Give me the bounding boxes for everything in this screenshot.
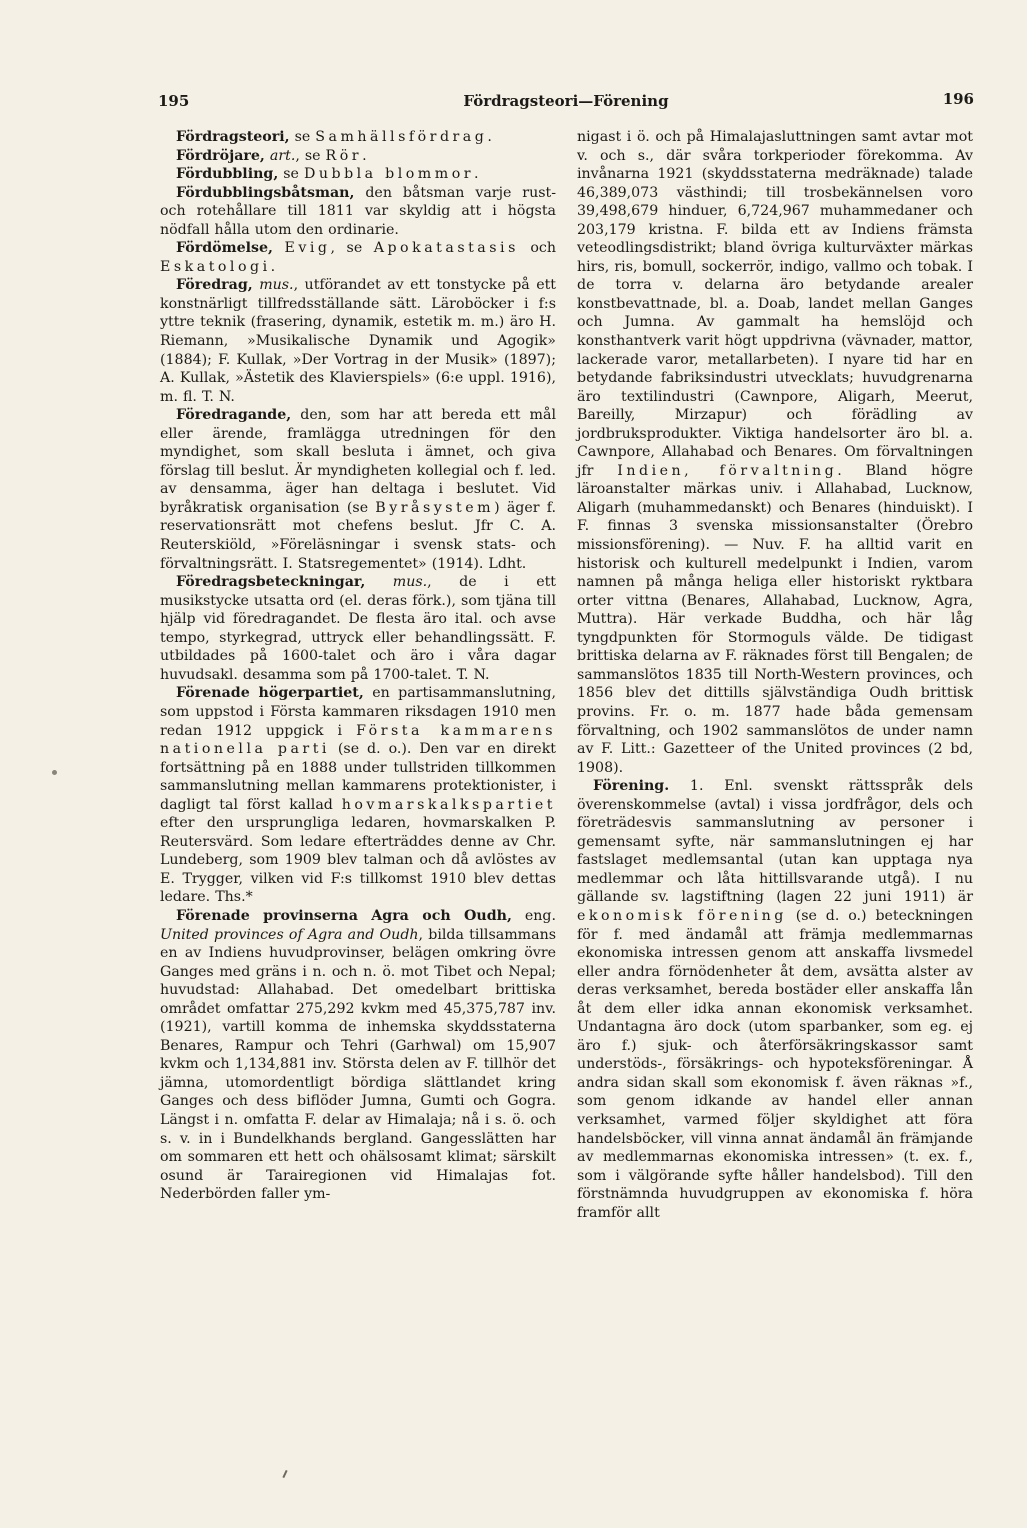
entry-fordomelse: [160, 239, 556, 276]
author-signature: T. N.: [456, 666, 490, 683]
entry-text: . Bland högre läroanstalter märkas univ. i Allahabad, Lucknow, Aligarh (muhammedanskt) och Benares (hinduiskt). I F. finnas 3 svenska missionsanstalter (Örebro missionsförening). — Nuv. F. ha alltid varit en historisk och kulturell medelpunkt i Indien, varom namnen på många heliga eller historiskt ryktbara orter vittna (Benares, Allahabad, Lucknow, Agra, Muttra). Här verkade Buddha, och här låg tyngdpunkten för Stormoguls välde. De tidigast brittiska delarna av F. räknades först till Bengalen; de sammanslötos 1835 till North-Western provinces, och 1856 blev det dittills självständiga Oudh brittisk provins. Fr. o. m. 1877 hade båda gemensam förvaltning, och 1902 sammanslötos de under namn av F. Litt.: Gazetteer of the United provinces (2 bd, 1908).: [577, 462, 973, 776]
entry-text: den, som har att bereda ett mål eller ärende, framlägga utredningen för den myndighet, som skall besluta i ämnet, och giva förslag till beslut. Är myndigheten kollegial och f. led. av densamma, äger han deltaga i beslutet. Vid byråkratisk organisation (se: [160, 407, 556, 516]
abbreviation: art.: [269, 147, 296, 164]
running-title: Fördragsteori—Förening: [463, 92, 669, 110]
left-column: [160, 128, 556, 1204]
spaced-term: hovmarskalkspartiet: [341, 796, 556, 813]
entry-fordubblingsbatsman: [160, 184, 556, 240]
entry-text: 1. Enl. svenskt rättsspråk dels överenskommelse (avtal) i vissa jordfrågor, dels och företrädesvis sammanslutning av personer i gemensamt syfte, när sammanslutningen ej har fastslaget medlemsantal (utan kan upptaga nya medlemmar och låta hittillsvarande utgå). I nu gällande sv. lagstiftning (lagen 22 juni 1911) är: [577, 778, 973, 906]
entry-foredragsbeteckningar: [160, 573, 556, 684]
page-number-right: 196: [942, 90, 974, 108]
entry-fordubbling: [160, 165, 556, 184]
entry-text: , se: [295, 147, 326, 164]
cross-reference: Dubbla blommor: [303, 166, 475, 183]
page-header: [158, 90, 974, 116]
cross-reference: Byråsystem: [375, 499, 495, 516]
entry-fordragsteori: [160, 128, 556, 147]
entry-fordrojare: [160, 147, 556, 166]
entry-text: (se d. o.) beteckningen för f. med ändamål att främja medlemmarnas ekonomiska intressen genom att anskaffa livsmedel eller andra förnödenheter åt dem, avsätta alster av deras verksamhet, bereda bostäder eller anskaffa lån åt dem eller idka annan ekonomisk verksamhet. Undantagna äro dock (utom sparbanker, som eg. ej äro f.) sjuk- och återförsäkringskassor samt understöds-, försäkrings- och hypoteksföreningar. Å andra sidan skall som ekonomisk f. även räknas »f., som genom idkande av handel eller annan verksamhet, varmed följer skyldighet att föra handelsböcker, vill vinna annat ändamål än främjande av medlemmarnas ekonomiska intressen» (t. ex. f., som i välgörande syfte håller handelsbod). Till den förstnämnda huvudgruppen av ekonomiska f. höra framför allt: [577, 907, 973, 1221]
entry-text: den båtsman varje rust- och rotehållare till 1811 var skyldig att i högsta nödfall hålla utom den ordinarie.: [160, 184, 556, 238]
headword: Fördubblingsbåtsman,: [176, 184, 355, 201]
entry-text: , bilda tillsammans en av Indiens huvudprovinser, belägen omkring övre Ganges med gräns i n. och n. ö. mot Tibet och Nepal; huvudstad: Allahabad. Det omedelbart brittiska området omfattar 275,292 kvkm med 45,375,787 inv. (1921), vartill komma de inhemska skyddsstaterna Benares, Rampur och Tehri (Garhwal) om 15,907 kvkm och 1,134,881 inv. Största delen av F. tillhör det jämna, utomordentligt bördiga slättlandet kring Ganges och dess biflöder Jumna, Gumti och Gogra. Längst i n. omfatta F. delar av Himalaja; nå i s. ö. och s. v. in i Bundelkhands bergland. Gangesslätten har om sommaren ett hett och ohälsosamt klimat; särskilt osund är Tarairegionen vid Himalajas fot. Nederbörden faller ym-: [160, 926, 556, 1203]
headword: Förening.: [593, 778, 670, 795]
entry-text: nigast i ö. och på Himalajasluttningen samt avtar mot v. och s., där svåra torkperioder förekomma. Av invånarna 1921 (skyddsstaterna medräknade) talade 46,389,073 västhindi; till trosbekännelsen voro 39,498,679 hinduer, 6,724,967 muhammedaner och 203,179 kristna. F. bilda ett av Indiens främsta veteodlingsdistrikt; bland övriga kulturväxter märkas hirs, ris, bomull, sockerrör, indigo, vallmo och tobak. I de torra v. delarna äro betydande arealer konstbevattnade, bl. a. Doab, landet mellan Ganges och Jumna. Av gammalt ha hemslöjd och konsthantverk varit högt uppdrivna (vävnader, mattor, lackerade varor, metallarbeten). I nyare tid har en betydande fabriksindustri utvecklats; huvudgrenarna äro textilindustri (Cawnpore, Aligarh, Meerut, Bareilly, Mirzapur) och förädling av jordbruksprodukter. Viktiga handelsorter äro bl. a. Cawnpore, Allahabad och Benares. Om förvaltningen jfr: [577, 129, 973, 479]
margin-dot: [52, 770, 57, 775]
headword: Förenade högerpartiet,: [176, 685, 364, 702]
cross-reference: Apokatastasis: [373, 240, 519, 257]
headword: Föredrag,: [176, 277, 253, 294]
headword: Fördröjare,: [176, 147, 265, 164]
abbreviation: mus.: [259, 277, 294, 294]
cross-reference: Evig: [284, 240, 331, 257]
right-column: [577, 128, 973, 1222]
entry-text: .: [474, 166, 479, 183]
entry-text: se: [278, 166, 304, 183]
entry-text: och: [518, 240, 556, 257]
entry-text: efter den ursprungliga ledaren, hovmarskalken P. Reutersvärd. Som ledare efterträddes denne av Chr. Lundeberg, som 1909 blev talman och då avlöstes av E. Trygger, vilken vid F:s tillkomst 1910 blev dettas ledare.: [160, 815, 556, 906]
author-signature: Ths.*: [215, 889, 253, 906]
entry-forening: [577, 777, 973, 1222]
page-number-left: 195: [158, 92, 190, 110]
entry-forenade-hogerpartiet: [160, 684, 556, 907]
entry-foredrag: [160, 276, 556, 406]
entry-text: , se: [330, 240, 374, 257]
entry-text: en partisammanslutning, som uppstod i Första kammaren riksdagen 1910 men redan 1912 uppgick i: [160, 685, 556, 739]
abbreviation: mus.: [392, 574, 428, 591]
headword: Föredragande,: [176, 407, 292, 424]
english-name: United provinces of Agra and Oudh: [160, 926, 419, 943]
author-signature: T. N.: [201, 388, 235, 405]
entry-forenade-provinserna: [160, 907, 556, 1204]
cross-reference: Samhällsfördrag: [315, 129, 488, 145]
cross-reference: ekonomisk förening: [577, 907, 787, 924]
headword: Fördubbling,: [176, 166, 279, 183]
cross-reference: Indien, förvaltning: [617, 462, 838, 479]
entry-text: .: [487, 129, 492, 145]
entry-text: ) äger f. reservationsrätt mot chefens beslut. Jfr C. A. Reuterskiöld, »Föreläsningar i svensk stats- och förvaltningsrätt. I. Statsregementet» (1914). Ldht.: [160, 499, 557, 572]
cross-reference: Eskatologi: [160, 258, 271, 275]
entry-forenade-provinserna-continued: [577, 128, 973, 777]
entry-text: eng.: [511, 907, 557, 924]
entry-text: .: [362, 147, 367, 164]
entry-text: , de i ett musikstycke utsatta ord (el. deras förk.), som tjäna till hjälp vid föredragandet. De flesta äro ital. och avse tempo, styrkegrad, uttryck eller behandlingssätt. F. utbildades på 1600-talet och äro i våra dagar huvudsakl. desamma som på 1700-talet.: [160, 574, 557, 683]
headword: Föredragsbeteckningar,: [176, 574, 366, 591]
entry-text: se: [289, 129, 316, 145]
entry-text: .: [270, 258, 276, 275]
headword: Fördragsteori,: [176, 129, 290, 145]
cross-reference: Rör: [325, 147, 363, 164]
entry-text: (se d. o.). Den var en direkt fortsättning på en 1888 under tullstriden tillkommen sammanslutning mellan kammarens protektionister, i dagligt tal först kallad: [160, 741, 557, 813]
entry-text: , utförandet av ett tonstycke på ett konstnärligt tillfredsställande sätt. Läroböcker i f:s yttre teknik (frasering, dynamik, estetik m. m.) äro H. Riemann, »Musikalische Dynamik und Agogik» (1884); F. Kullak, »Der Vortrag in der Musik» (1897); A. Kullak, »Ästetik des Klavierspiels» (6:e uppl. 1916), m. fl.: [160, 277, 556, 405]
cross-reference: Första kammarens nationella parti: [160, 722, 556, 758]
stray-mark: [282, 1470, 287, 1478]
entry-foredragande: [160, 406, 556, 573]
headword: Förenade provinserna Agra och Oudh,: [176, 907, 512, 924]
headword: Fördömelse,: [176, 240, 273, 257]
